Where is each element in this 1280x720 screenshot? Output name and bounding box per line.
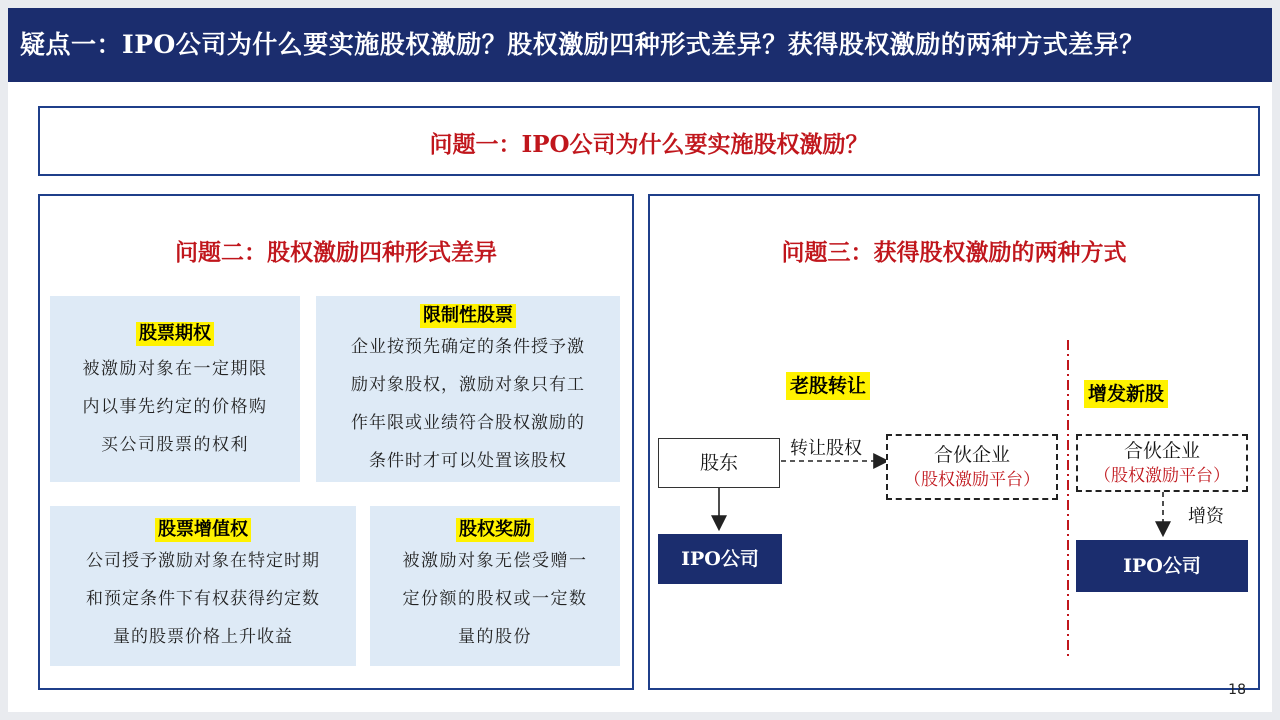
- ipo-company-right-node: IPO公司: [1076, 540, 1248, 592]
- card-line: 励对象股权，激励对象只有工: [351, 375, 585, 395]
- card-line: 量的股份: [458, 627, 532, 647]
- card-stock-option: [50, 296, 300, 482]
- capital-increase-label: 增资: [1188, 506, 1224, 527]
- partnership-sub: （股权激励平台）: [1094, 466, 1230, 486]
- card-line: 被激励对象在一定期限: [82, 359, 268, 379]
- transfer-equity-label: 转让股权: [790, 438, 862, 459]
- card-stock-appreciation-right: [50, 506, 356, 666]
- card-label: 限制性股票: [420, 304, 516, 328]
- question2-heading: 问题二：股权激励四种形式差异: [175, 239, 497, 266]
- shareholder-node: 股东: [658, 438, 780, 488]
- card-line: 和预定条件下有权获得约定数: [86, 589, 320, 609]
- question3-heading: 问题三：获得股权激励的两种方式: [781, 239, 1127, 266]
- card-label: 股票增值权: [155, 518, 251, 542]
- slide-title: 疑点一：IPO公司为什么要实施股权激励？股权激励四种形式差异？获得股权激励的两种方式差异？: [8, 8, 1272, 82]
- partnership-left-node: [886, 434, 1058, 500]
- page-number: 18: [1228, 682, 1246, 698]
- partnership-name: 合伙企业: [933, 444, 1010, 466]
- partnership-name: 合伙企业: [1123, 440, 1200, 462]
- card-line: 定份额的股权或一定数: [402, 589, 588, 609]
- card-restricted-stock: [316, 296, 620, 482]
- card-line: 企业按预先确定的条件授予激: [351, 337, 585, 357]
- card-line: 条件时才可以处置该股权: [369, 451, 567, 471]
- question1-box: [38, 106, 1260, 176]
- card-label: 股权奖励: [456, 518, 534, 542]
- ipo-company-left-node: IPO公司: [658, 534, 782, 584]
- card-label: 股票期权: [136, 322, 214, 346]
- card-line: 作年限或业绩符合股权激励的: [351, 413, 585, 433]
- card-line: 内以事先约定的价格购: [82, 397, 268, 417]
- card-line: 买公司股票的权利: [101, 435, 249, 455]
- old-share-transfer-label: 老股转让: [786, 372, 870, 400]
- question2-box: [38, 194, 634, 690]
- card-line: 被激励对象无偿受赠一: [402, 551, 588, 571]
- question3-box: [648, 194, 1260, 690]
- slide: [8, 8, 1272, 712]
- question1-heading: 问题一：IPO公司为什么要实施股权激励？: [429, 131, 869, 158]
- card-line: 量的股票价格上升收益: [113, 627, 293, 647]
- partnership-sub: （股权激励平台）: [904, 470, 1040, 490]
- card-equity-award: [370, 506, 620, 666]
- new-share-issuance-label: 增发新股: [1084, 380, 1168, 408]
- partnership-right-node: [1076, 434, 1248, 492]
- card-line: 公司授予激励对象在特定时期: [86, 551, 320, 571]
